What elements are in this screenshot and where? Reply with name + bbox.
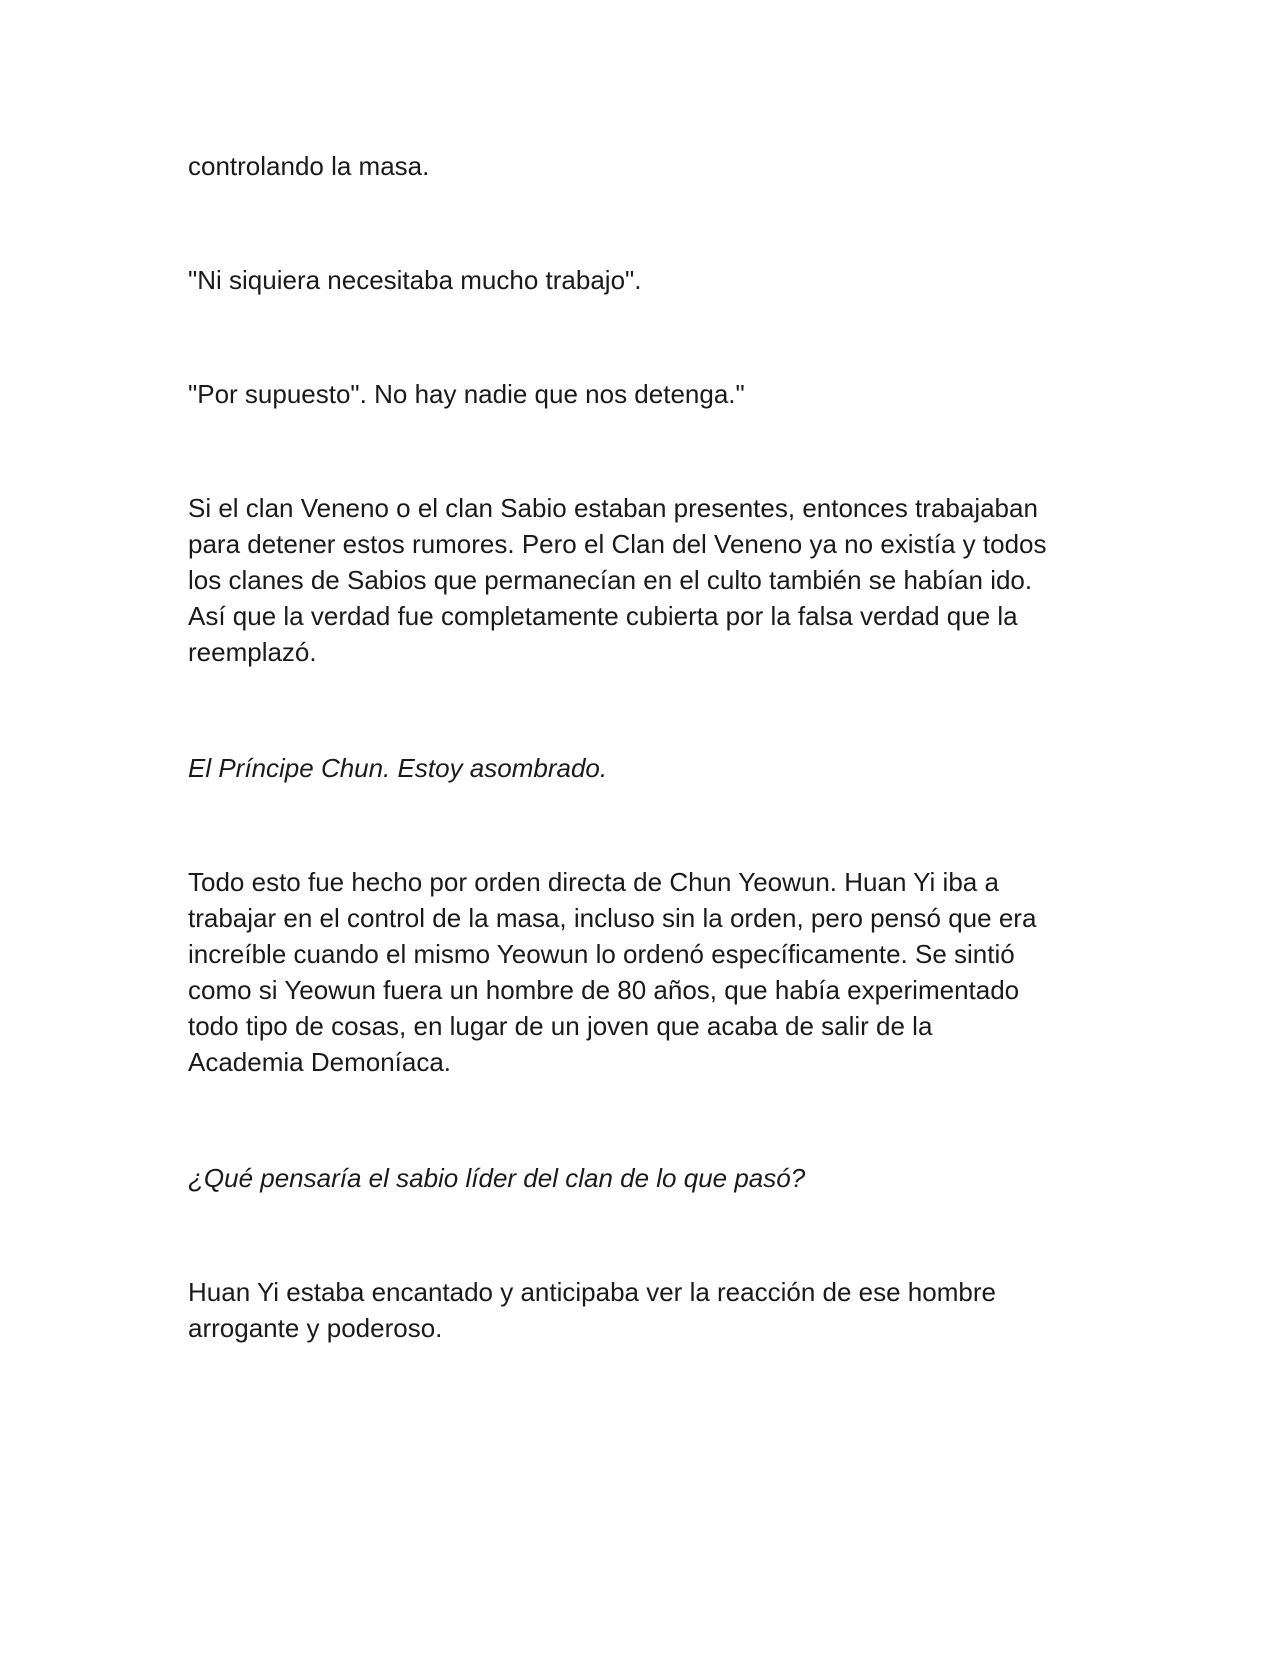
- paragraph-line: para detener estos rumores. Pero el Clan del Veneno ya no existía y todos: [188, 529, 1047, 559]
- paragraph-line: reemplazó.: [188, 637, 317, 667]
- paragraph-3: [188, 376, 1108, 412]
- paragraph-4: [188, 490, 1108, 670]
- paragraph-line: "Por supuesto". No hay nadie que nos detenga.": [188, 379, 745, 409]
- paragraph-8: [188, 1274, 1108, 1346]
- paragraph-line: ¿Qué pensaría el sabio líder del clan de lo que pasó?: [188, 1163, 806, 1193]
- paragraph-line: Así que la verdad fue completamente cubierta por la falsa verdad que la: [188, 601, 1018, 631]
- paragraph-line: controlando la masa.: [188, 151, 430, 181]
- paragraph-line: Todo esto fue hecho por orden directa de Chun Yeowun. Huan Yi iba a: [188, 867, 999, 897]
- paragraph-line: arrogante y poderoso.: [188, 1313, 443, 1343]
- paragraph-line: increíble cuando el mismo Yeowun lo ordenó específicamente. Se sintió: [188, 939, 1015, 969]
- paragraph-2: [188, 262, 1108, 298]
- paragraph-line: todo tipo de cosas, en lugar de un joven que acaba de salir de la: [188, 1011, 933, 1041]
- paragraph-line: los clanes de Sabios que permanecían en el culto también se habían ido.: [188, 565, 1033, 595]
- paragraph-line: Huan Yi estaba encantado y anticipaba ver la reacción de ese hombre: [188, 1277, 996, 1307]
- paragraph-5: [188, 750, 1108, 786]
- paragraph-6: [188, 864, 1108, 1080]
- paragraph-1: [188, 148, 1108, 184]
- paragraph-line: como si Yeowun fuera un hombre de 80 años, que había experimentado: [188, 975, 1020, 1005]
- paragraph-line: "Ni siquiera necesitaba mucho trabajo".: [188, 265, 642, 295]
- paragraph-7: [188, 1160, 1108, 1196]
- paragraph-line: El Príncipe Chun. Estoy asombrado.: [188, 753, 608, 783]
- paragraph-line: trabajar en el control de la masa, incluso sin la orden, pero pensó que era: [188, 903, 1037, 933]
- paragraph-line: Academia Demoníaca.: [188, 1047, 452, 1077]
- paragraph-line: Si el clan Veneno o el clan Sabio estaban presentes, entonces trabajaban: [188, 493, 1038, 523]
